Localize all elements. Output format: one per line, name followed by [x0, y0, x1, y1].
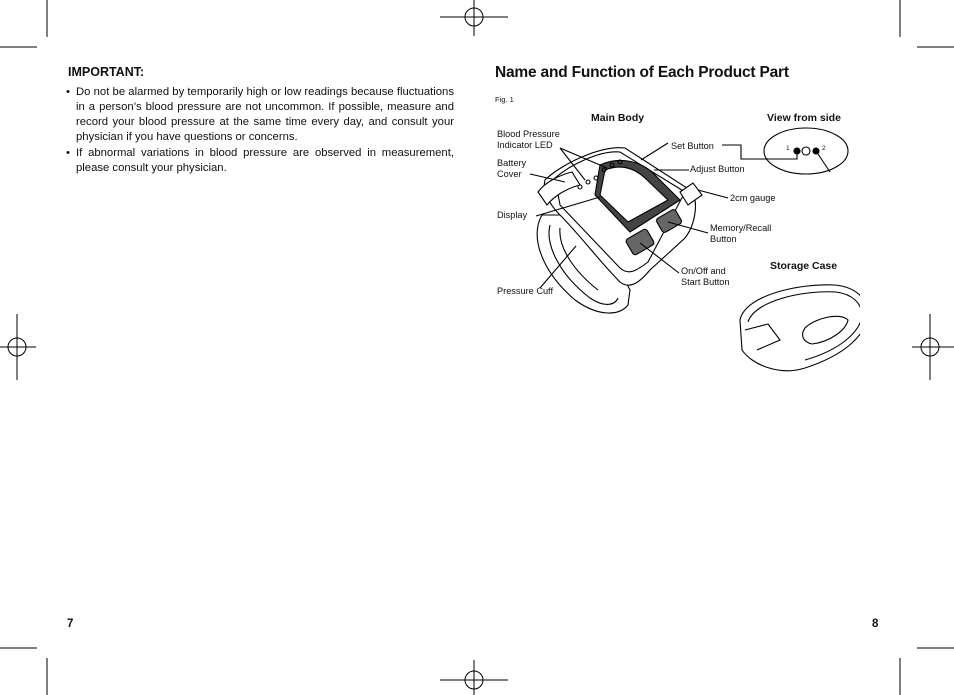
page-number-left: 7: [67, 618, 74, 630]
label-pressure-cuff: Pressure Cuff: [497, 286, 553, 296]
section-title: Name and Function of Each Product Part: [495, 64, 789, 81]
page-number-right: 8: [872, 618, 879, 630]
important-item: • Do not be alarmed by temporarily high or low readings because fluctuations in a person’s blood pressure are not uncommon. If possible, measure and record your blood pressure at the same time every day, and consult your physician if you have questions or concerns.: [66, 85, 454, 145]
label-set-button: Set Button: [671, 141, 714, 151]
side-view-ellipse: [764, 128, 848, 174]
main-body-title: Main Body: [591, 112, 645, 124]
label-gauge: 2cm gauge: [730, 193, 776, 203]
label-bp-led: Blood Pressure Indicator LED: [497, 129, 560, 150]
storage-case-shape: [740, 285, 860, 371]
side-view-marker-1: 1: [786, 145, 790, 152]
storage-case-title: Storage Case: [770, 260, 838, 272]
label-memory-button: Memory/Recall Button: [710, 223, 772, 244]
important-heading: IMPORTANT:: [68, 65, 145, 79]
label-battery-cover: Battery Cover: [497, 158, 527, 179]
important-list: [66, 85, 454, 177]
important-item: • If abnormal variations in blood pressure are observed in measurement, please consult your physician.: [66, 146, 454, 176]
side-view-marker-2: 2: [822, 145, 826, 152]
device-illustration: [480, 120, 860, 380]
label-display: Display: [497, 210, 528, 220]
figure-label: Fig. 1: [495, 95, 514, 104]
label-adjust-button: Adjust Button: [690, 164, 745, 174]
side-view-title: View from side: [767, 112, 841, 124]
label-onoff-button: On/Off and Start Button: [681, 266, 730, 287]
